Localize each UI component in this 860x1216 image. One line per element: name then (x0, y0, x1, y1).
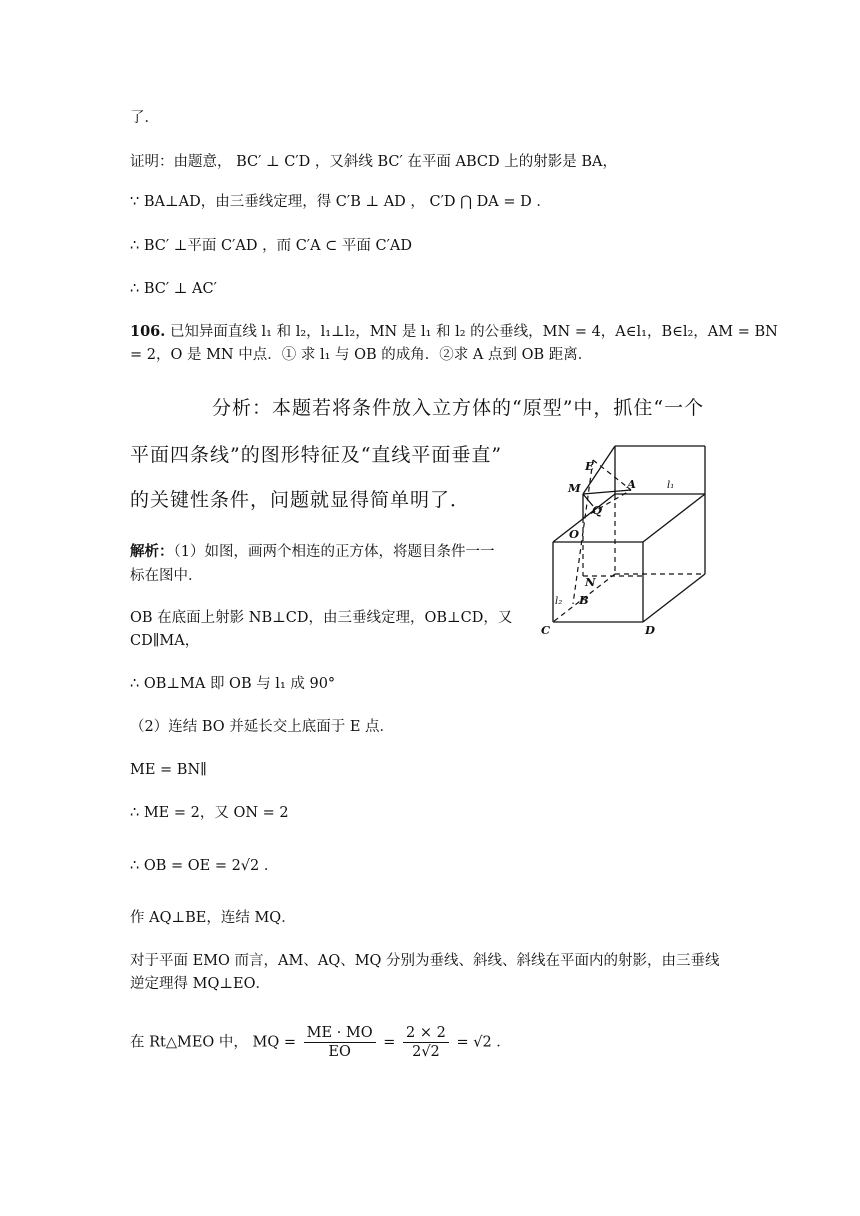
solution-text: （1）如图，画两个相连的正方体，将题目条件一一 (173, 544, 495, 560)
analysis-line-1: 分析：本题若将条件放入立方体的“原型”中，抓住“一个 (212, 397, 705, 419)
text-line-5: ∴ BC′ ⊥ AC′ (130, 281, 217, 297)
solution-line-6: （2）连结 BO 并延长交上底面于 E 点． (130, 719, 395, 735)
label-A: A (627, 477, 636, 491)
analysis-line-3: 的关键性条件，问题就显得简单明了． (130, 489, 471, 511)
analysis-line-2: 平面四条线”的图形特征及“直线平面垂直” (130, 444, 503, 466)
cube-figure (535, 432, 720, 642)
problem-number: 106. (130, 323, 166, 340)
label-O: O (569, 527, 580, 541)
fraction-1-numerator: ME · MO (304, 1024, 376, 1043)
solution-line-10: 作 AQ⊥BE，连结 MQ． (130, 910, 296, 926)
label-N: N (585, 575, 596, 589)
text-line-2: 证明：由题意， BC′ ⊥ C′D ，又斜线 BC′ 在平面 ABCD 上的射影是 BA， (130, 154, 617, 170)
solution-line-3: OB 在底面上射影 NB⊥CD，由三垂线定理，OB⊥CD，又 (130, 610, 513, 626)
solution-line-7: ME = BN∥ (130, 762, 207, 778)
solution-line-4: CD∥MA， (130, 633, 200, 649)
solution-line-2: 标在图中． (130, 568, 203, 584)
fraction-1-denominator: EO (328, 1044, 351, 1060)
text-line-1: 了． (130, 110, 159, 126)
label-l1: l₁ (667, 480, 675, 491)
text-line-3: ∵ BA⊥AD，由三垂线定理，得 C′B ⊥ AD ， C′D ⋂ DA = D ． (130, 194, 551, 210)
solution-line-13 (130, 1024, 511, 1061)
formula-prefix: 在 Rt△MEO 中， MQ = (130, 1034, 297, 1051)
problem-106-line-2: = 2，O 是 MN 中点．① 求 l₁ 与 OB 的成角．②求 A 点到 OB 距离． (130, 347, 593, 363)
label-E: E (585, 459, 594, 473)
label-C: C (541, 623, 551, 637)
cube-diagram (535, 432, 720, 642)
solution-line-5: ∴ OB⊥MA 即 OB 与 l₁ 成 90° (130, 676, 336, 692)
solution-line-12: 逆定理得 MQ⊥EO． (130, 976, 270, 992)
label-l2: l₂ (555, 596, 563, 607)
problem-106-line-1 (130, 322, 778, 342)
solution-label: 解析： (130, 543, 174, 560)
solution-line-1 (130, 542, 494, 562)
solution-line-9: ∴ OB = OE = 2√2 ． (130, 858, 279, 874)
fraction-2-denominator: 2√2 (412, 1044, 440, 1060)
problem-statement: 已知异面直线 l₁ 和 l₂，l₁⊥l₂，MN 是 l₁ 和 l₂ 的公垂线，MN = 4，A∈l₁，B∈l₂，AM = BN (169, 324, 778, 340)
fraction-2-numerator: 2 × 2 (403, 1024, 449, 1043)
solution-line-11: 对于平面 EMO 而言，AM、AQ、MQ 分别为垂线、斜线、斜线在平面内的射影，由三垂线 (130, 953, 720, 969)
label-M: M (568, 481, 581, 495)
solution-line-8: ∴ ME = 2，又 ON = 2 (130, 805, 289, 821)
fraction-2 (403, 1024, 449, 1061)
label-Q: Q (592, 503, 603, 517)
formula-equals: = (383, 1034, 396, 1051)
label-D: D (645, 623, 655, 637)
text-line-4: ∴ BC′ ⊥平面 C′AD ，而 C′A ⊂ 平面 C′AD (130, 238, 413, 254)
label-B: B (579, 593, 589, 607)
formula-suffix: = √2 ． (456, 1034, 511, 1051)
fraction-1 (304, 1024, 376, 1061)
